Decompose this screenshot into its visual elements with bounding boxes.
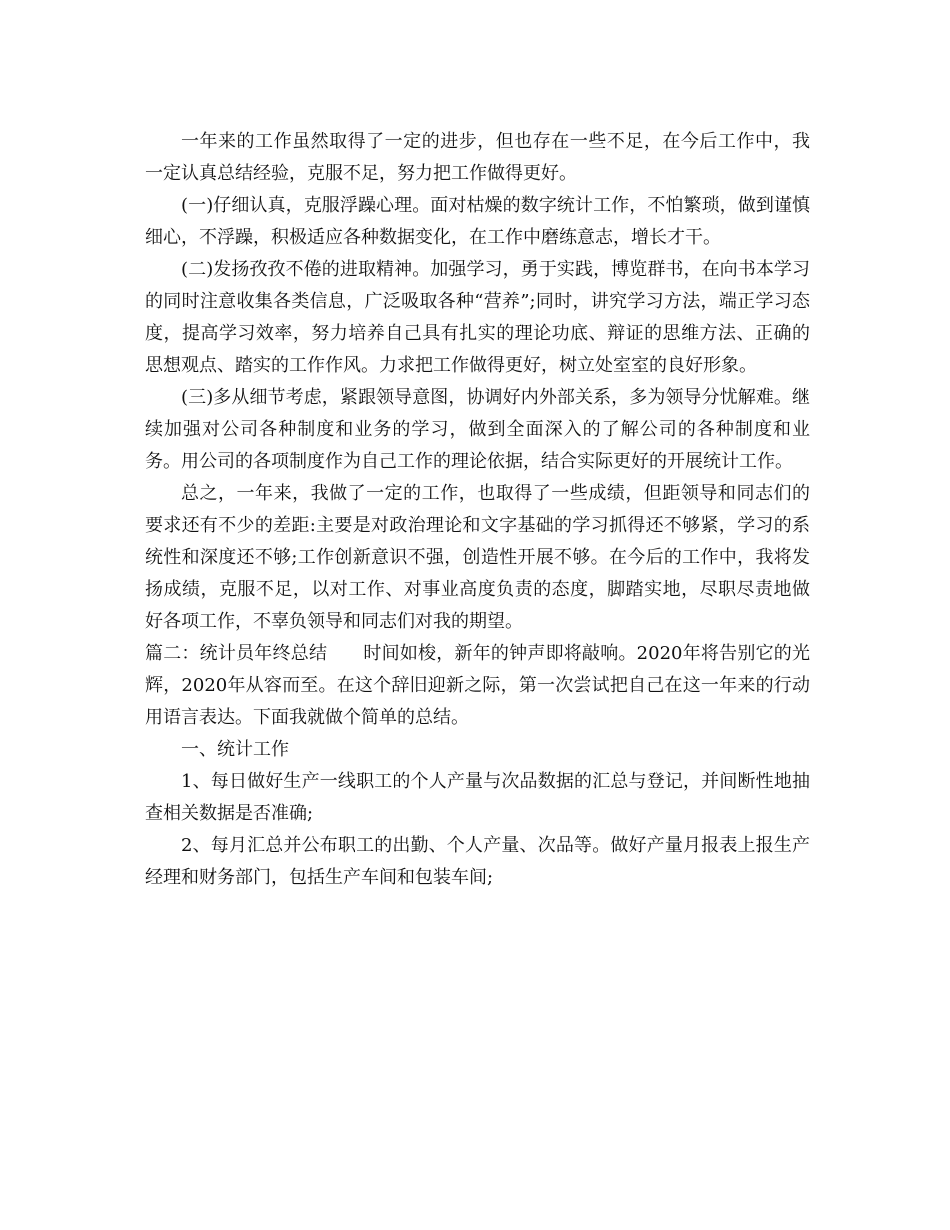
section-two-intro: 时间如梭，新年的钟声即将敲响。2020年将告别它的光辉，2020年从容而至。在这个辞旧迎新之际，第一次尝试把自己在这一年来的行动用语言表达。下面我就做个简单的总结。 [145, 643, 811, 728]
section-two-paragraph [145, 638, 810, 734]
paragraph-conclusion: 总之，一年来，我做了一定的工作，也取得了一些成绩，但距领导和同志们的要求还有不少的差距:主要是对政治理论和文字基础的学习抓得还不够紧，学习的系统性和深度还不够;工作创新意识不强，创造性开展不够。在今后的工作中，我将发扬成绩，克服不足，以对工作、对事业高度负责的态度，脚踏实地，尽职尽责地做好各项工作，不辜负领导和同志们对我的期望。 [145, 483, 810, 632]
list-item-daily-task: 1、每日做好生产一线职工的个人产量与次品数据的汇总与登记，并间断性地抽查相关数据是否准确; [145, 771, 810, 824]
paragraph-point-two: (二)发扬孜孜不倦的进取精神。加强学习，勇于实践，博览群书，在向书本学习的同时注意收集各类信息，广泛吸取各种“营养”;同时，讲究学习方法，端正学习态度，提高学习效率，努力培养自己具有扎实的理论功底、辩证的思维方法、正确的思想观点、踏实的工作作风。力求把工作做得更好，树立处室室的良好形象。 [145, 259, 810, 376]
subheading-statistics-work: 一、统计工作 [181, 739, 289, 760]
list-item-monthly-task: 2、每月汇总并公布职工的出勤、个人产量、次品等。做好产量月报表上报生产经理和财务部门，包括生产车间和包装车间; [145, 835, 810, 888]
paragraph-point-one: (一)仔细认真，克服浮躁心理。面对枯燥的数字统计工作，不怕繁琐，做到谨慎细心，不浮躁，积极适应各种数据变化，在工作中磨练意志，增长才干。 [145, 195, 810, 248]
paragraph-summary-intro: 一年来的工作虽然取得了一定的进步，但也存在一些不足，在今后工作中，我一定认真总结经验，克服不足，努力把工作做得更好。 [145, 131, 810, 184]
paragraph-point-three: (三)多从细节考虑，紧跟领导意图，协调好内外部关系，多为领导分忧解难。继续加强对公司各种制度和业务的学习，做到全面深入的了解公司的各种制度和业务。用公司的各项制度作为自己工作的理论依据，结合实际更好的开展统计工作。 [145, 387, 810, 472]
section-two-heading: 篇二：统计员年终总结 [145, 643, 328, 664]
document-page [145, 126, 810, 894]
